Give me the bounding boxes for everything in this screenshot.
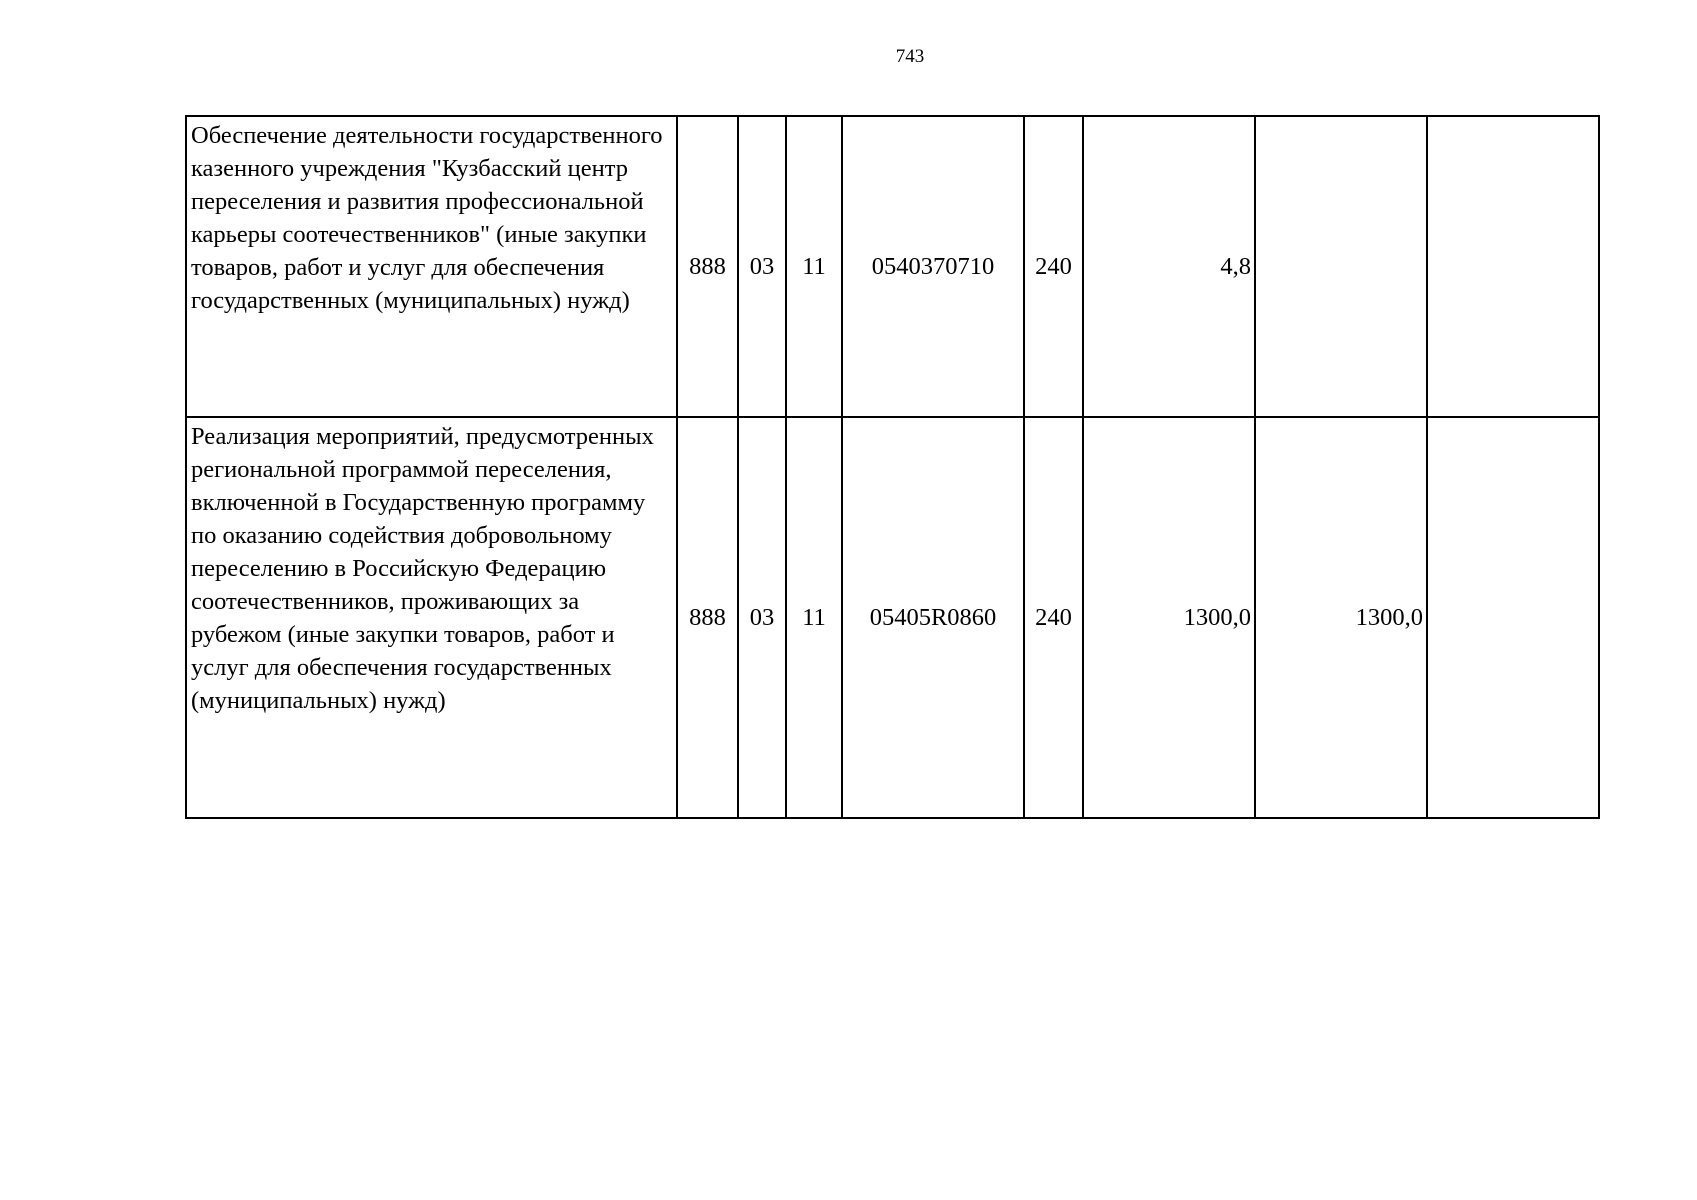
budget-table — [185, 115, 1600, 819]
table-row — [186, 116, 1599, 417]
amount-year-3 — [1427, 116, 1599, 417]
amount-year-1: 1300,0 — [1083, 417, 1255, 818]
subsection-code: 11 — [786, 417, 842, 818]
subsection-code: 11 — [786, 116, 842, 417]
target-article-code: 0540370710 — [842, 116, 1024, 417]
amount-year-2: 1300,0 — [1255, 417, 1427, 818]
ministry-code: 888 — [677, 417, 738, 818]
expense-type-code: 240 — [1024, 116, 1083, 417]
section-code: 03 — [738, 116, 786, 417]
expense-type-code: 240 — [1024, 417, 1083, 818]
table-row — [186, 417, 1599, 818]
amount-year-2 — [1255, 116, 1427, 417]
target-article-code: 05405R0860 — [842, 417, 1024, 818]
section-code: 03 — [738, 417, 786, 818]
page-number: 743 — [895, 46, 925, 67]
amount-year-1: 4,8 — [1083, 116, 1255, 417]
row-description: Обеспечение деятельности государственного казенного учреждения "Кузбасский центр переселения и развития профессиональной карьеры соотечественников" (иные закупки товаров, работ и услуг для обеспечения государственных (муниципальных) нужд) — [186, 116, 677, 417]
row-description: Реализация мероприятий, предусмотренных региональной программой переселения, включенной в Государственную программу по оказанию содействия добровольному переселению в Российскую Федерацию соотечественников, проживающих за рубежом (иные закупки товаров, работ и услуг для обеспечения государственных (муниципальных) нужд) — [186, 417, 677, 818]
amount-year-3 — [1427, 417, 1599, 818]
ministry-code: 888 — [677, 116, 738, 417]
